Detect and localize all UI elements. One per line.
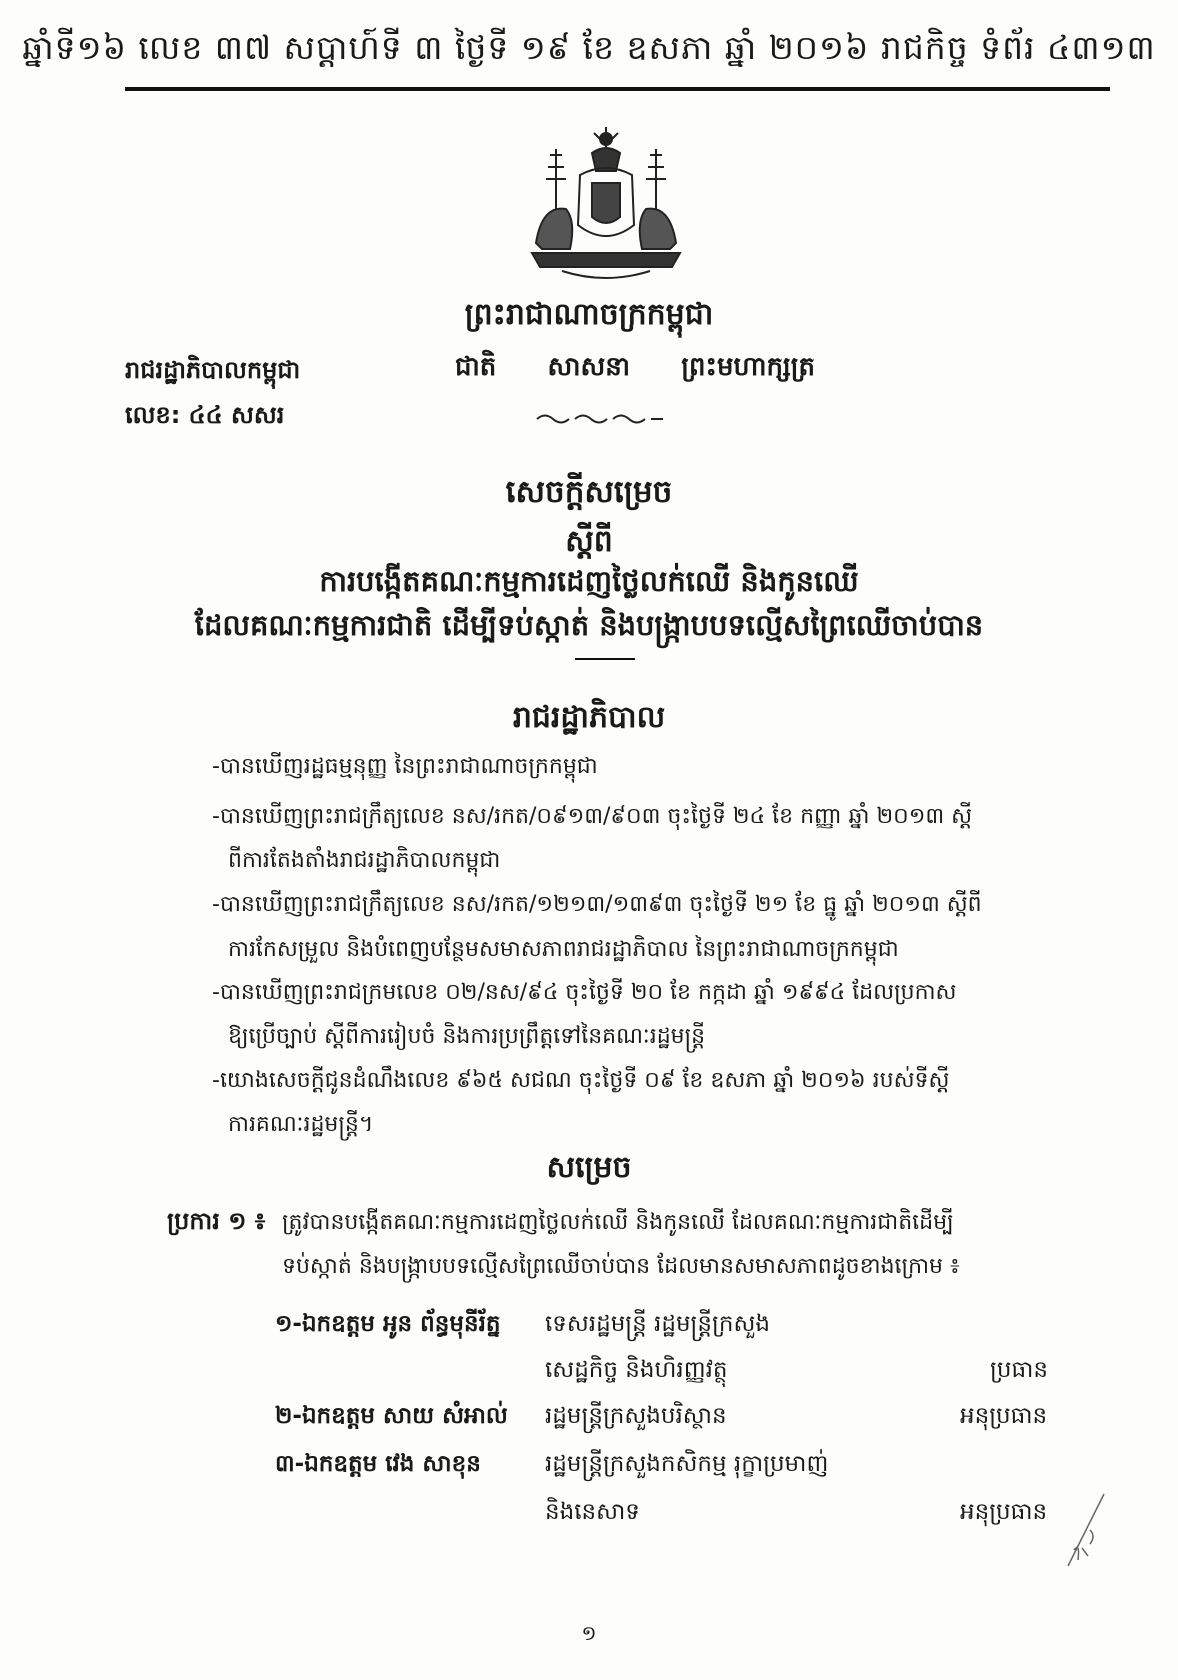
- member-3-role: អនុប្រធាន: [960, 1499, 1048, 1525]
- motto-religion: សាសនា: [547, 352, 631, 382]
- preamble-line: -បានឃើញព្រះរាជក្រមលេខ ០២/នស/៩៤ ចុះថ្ងៃទី ២០ ខែ កក្កដា ឆ្នាំ ១៩៩៤ ដែលប្រកាស: [212, 980, 957, 1005]
- decides-heading: សម្រេច: [546, 1150, 632, 1185]
- preamble-line: -បានឃើញព្រះរាជក្រឹត្យលេខ នស/រកត/០៩១៣/៩០៣ ចុះថ្ងៃទី ២៤ ខែ កញ្ញា ឆ្នាំ ២០១៣ ស្តី: [212, 804, 973, 829]
- about-label: ស្តីពី: [565, 524, 613, 559]
- article-1-text: ត្រូវបានបង្កើតគណៈកម្មការដេញថ្លៃលក់ឈើ និងកូនឈើ ដែលគណៈកម្មការជាតិដើម្បី: [282, 1210, 954, 1235]
- preamble-line: ការកែសម្រួល និងបំពេញបន្ថែមសមាសភាពរាជរដ្ឋាភិបាល នៃព្រះរាជាណាចក្រកម្ពុជា: [228, 937, 899, 962]
- subject-line-1: ការបង្កើតគណៈកម្មការដេញថ្លៃលក់ឈើ និងកូនឈើ: [319, 564, 859, 598]
- member-1-role: ប្រធាន: [990, 1357, 1048, 1383]
- article-1-label: ប្រការ ១ ៖: [167, 1207, 266, 1235]
- member-2-name: ២-ឯកឧត្តម សាយ សំអាល់: [275, 1403, 508, 1429]
- initial-mark-icon: [1060, 1490, 1110, 1570]
- preamble-line: -បានឃើញព្រះរាជក្រឹត្យលេខ នស/រកត/១២១៣/១៣៩៣ ចុះថ្ងៃទី ២១ ខែ ធ្នូ ឆ្នាំ ២០១៣ ស្តីពី: [212, 892, 982, 917]
- preamble-line: -បានឃើញរដ្ឋធម្មនុញ្ញ នៃព្រះរាជាណាចក្រកម្ពុជា: [212, 754, 598, 779]
- gazette-header-line: ឆ្នាំទី១៦ លេខ ៣៧ សប្តាហ៍ទី ៣ ថ្ងៃទី ១៩ ខែ ឧសភា ឆ្នាំ ២០១៦ រាជកិច្ច ទំព័រ ៤៣១៣: [22, 28, 1156, 67]
- national-motto: [455, 350, 815, 388]
- document-number: លេខ: ៤៤ សសរ: [125, 401, 285, 429]
- government-name: រាជរដ្ឋាភិបាលកម្ពុជា: [125, 356, 301, 384]
- kingdom-title: ព្រះរាជាណាចក្រកម្ពុជា: [464, 297, 714, 332]
- member-3-position: រដ្ឋមន្ត្រីក្រសួងកសិកម្ម រុក្ខាប្រមាញ់: [545, 1451, 829, 1477]
- member-3-name: ៣-ឯកឧត្តម វេង សាខុន: [275, 1451, 481, 1477]
- header-divider: [125, 87, 1110, 91]
- member-2-position: រដ្ឋមន្ត្រីក្រសួងបរិស្ថាន: [545, 1403, 727, 1429]
- member-1-name: ១-ឯកឧត្តម អូន ព័ន្ធមុនីរ័ត្ន: [275, 1311, 501, 1337]
- preamble-line: -យោងសេចក្តីជូនដំណឹងលេខ ៩៦៥ សជណ ចុះថ្ងៃទី ០៩ ខែ ឧសភា ឆ្នាំ ២០១៦ របស់ទីស្តី: [212, 1068, 950, 1093]
- decision-title: សេចក្តីសម្រេច: [505, 474, 673, 510]
- subject-line-2: ដែលគណៈកម្មការជាតិ ដើម្បីទប់ស្កាត់ និងបង្ក្រាបបទល្មើសព្រៃឈើចាប់បាន: [194, 608, 984, 642]
- government-heading: រាជរដ្ឋាភិបាល: [512, 700, 666, 735]
- title-divider: [575, 658, 635, 660]
- article-1-text: ទប់ស្កាត់ និងបង្ក្រាបបទល្មើសព្រៃឈើចាប់បាន ដែលមានសមាសភាពដូចខាងក្រោម ៖: [282, 1254, 960, 1279]
- member-1-position: សេដ្ឋកិច្ច និងហិរញ្ញវត្ថុ: [545, 1357, 728, 1383]
- page-number: ១: [581, 1621, 597, 1645]
- preamble-line: ឱ្យប្រើច្បាប់ ស្តីពីការរៀបចំ និងការប្រព្រឹត្តទៅនៃគណៈរដ្ឋមន្ត្រី: [228, 1024, 706, 1049]
- motto-king: ព្រះមហាក្សត្រ: [681, 352, 815, 382]
- member-1-position: ទេសរដ្ឋមន្ត្រី រដ្ឋមន្ត្រីក្រសួង: [545, 1311, 770, 1337]
- ornament-divider-icon: [535, 412, 665, 426]
- member-3-position: និងនេសាទ: [545, 1499, 640, 1525]
- royal-coat-of-arms-icon: [522, 125, 690, 285]
- preamble-line: ពីការតែងតាំងរាជរដ្ឋាភិបាលកម្ពុជា: [228, 848, 501, 873]
- motto-nation: ជាតិ: [455, 352, 497, 382]
- preamble-line: ការគណៈរដ្ឋមន្ត្រី។: [228, 1112, 374, 1137]
- member-2-role: អនុប្រធាន: [960, 1403, 1048, 1429]
